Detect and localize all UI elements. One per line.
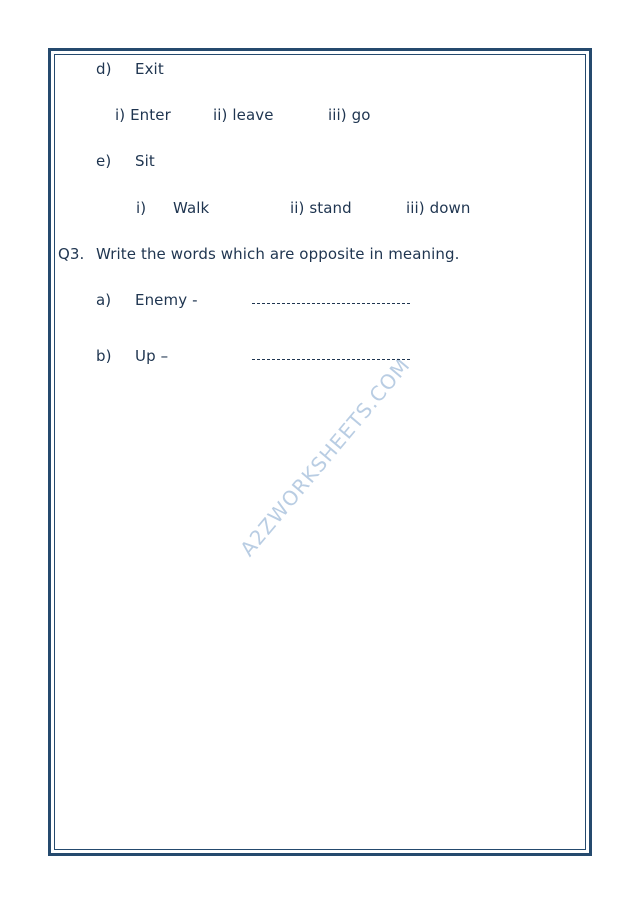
q3-item-b-word: Up – bbox=[135, 347, 169, 365]
item-e-letter: e) bbox=[96, 152, 112, 170]
q3-item-b-letter: b) bbox=[96, 347, 112, 365]
item-d-letter: d) bbox=[96, 60, 112, 78]
watermark: A2ZWORKSHEETS.COM bbox=[235, 353, 415, 561]
question-instruction: Write the words which are opposite in meaning. bbox=[96, 245, 460, 263]
answer-blank-b[interactable] bbox=[252, 359, 410, 360]
item-d-option-3: iii) go bbox=[328, 106, 371, 124]
question-number: Q3. bbox=[58, 245, 85, 263]
item-e-option-3: iii) down bbox=[406, 199, 471, 217]
item-e-option-1-number: i) bbox=[136, 199, 147, 217]
answer-blank-a[interactable] bbox=[252, 303, 410, 304]
item-e-option-1-word: Walk bbox=[173, 199, 210, 217]
q3-item-a-letter: a) bbox=[96, 291, 112, 309]
item-d-option-2: ii) leave bbox=[213, 106, 274, 124]
q3-item-a-word: Enemy - bbox=[135, 291, 198, 309]
item-d-option-1: i) Enter bbox=[115, 106, 171, 124]
item-e-word: Sit bbox=[135, 152, 155, 170]
item-d-word: Exit bbox=[135, 60, 164, 78]
item-e-option-2: ii) stand bbox=[290, 199, 352, 217]
